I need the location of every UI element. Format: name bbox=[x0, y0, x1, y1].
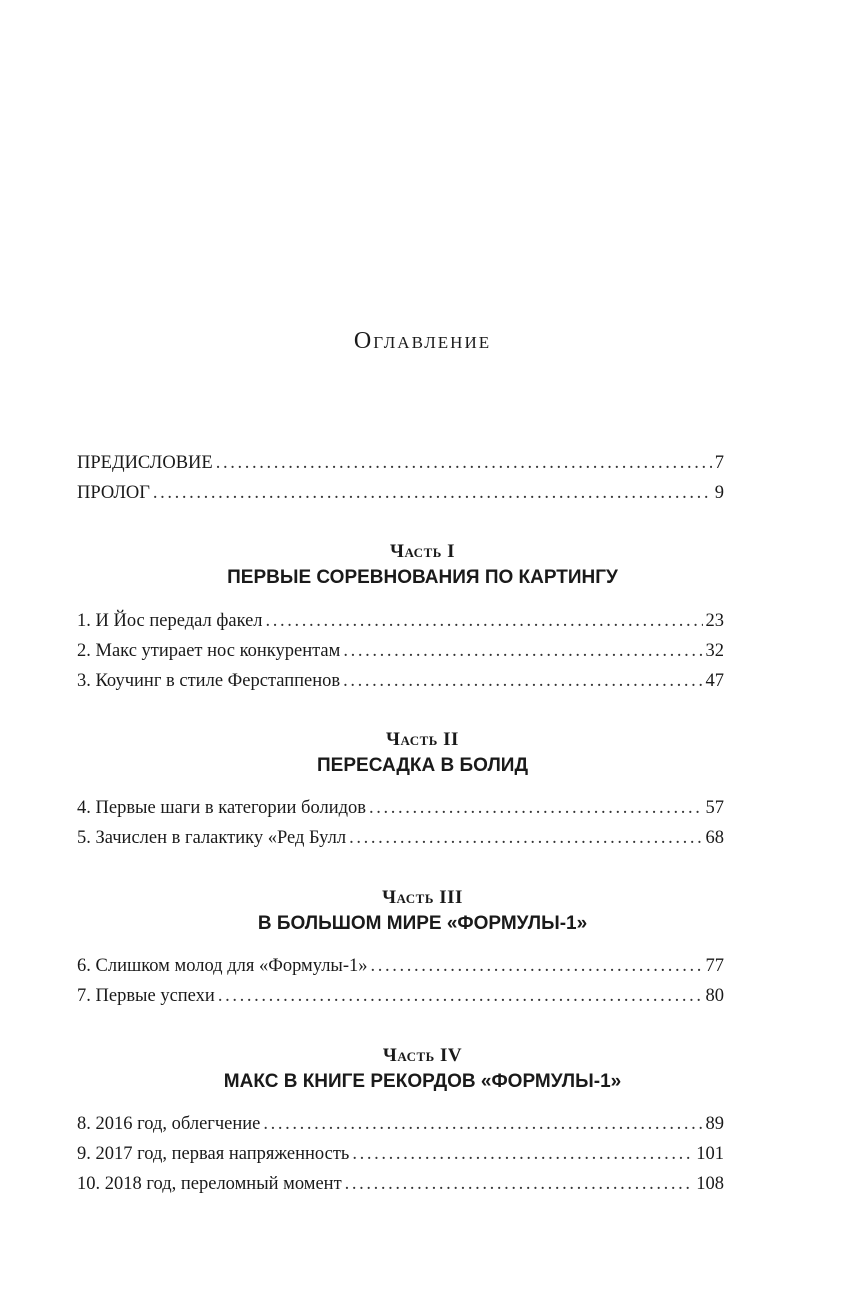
dot-leader bbox=[349, 826, 702, 850]
toc-entry-page: 9 bbox=[714, 483, 724, 503]
part-number: Часть II bbox=[386, 729, 459, 750]
toc-entry-label: 8. 2016 год, облегчение bbox=[77, 1114, 261, 1134]
part-title: В БОЛЬШОМ МИРЕ «ФОРМУЛЫ-1» bbox=[257, 913, 588, 934]
page-title: Оглавление bbox=[353, 328, 492, 354]
dot-leader bbox=[371, 954, 703, 978]
toc-entry[interactable] bbox=[77, 669, 724, 693]
toc-entry-page: 77 bbox=[705, 956, 724, 976]
part-title: ПЕРВЫЕ СОРЕВНОВАНИЯ ПО КАРТИНГУ bbox=[227, 567, 618, 588]
toc-entry-page: 108 bbox=[696, 1174, 724, 1194]
toc-entry-prologue[interactable] bbox=[77, 481, 724, 505]
part-number: Часть I bbox=[390, 541, 455, 562]
toc-entry-label: ПРЕДИСЛОВИЕ bbox=[77, 453, 213, 473]
toc-entry-page: 23 bbox=[705, 611, 724, 631]
dot-leader bbox=[345, 1172, 694, 1196]
toc-entry-page: 32 bbox=[705, 641, 724, 661]
dot-leader bbox=[343, 639, 702, 663]
toc-entry[interactable] bbox=[77, 826, 724, 850]
toc-entry-page: 101 bbox=[696, 1144, 724, 1164]
dot-leader bbox=[352, 1142, 693, 1166]
toc-entry-page: 80 bbox=[705, 986, 724, 1006]
toc-entry[interactable] bbox=[77, 954, 724, 978]
toc-entry-label: 7. Первые успехи bbox=[77, 986, 215, 1006]
toc-entry[interactable] bbox=[77, 639, 724, 663]
toc-entry-label: 1. И Йос передал факел bbox=[77, 611, 263, 631]
toc-entry[interactable] bbox=[77, 1172, 724, 1196]
toc-entry-label: 5. Зачислен в галактику «Ред Булл bbox=[77, 828, 347, 848]
toc-entry-page: 47 bbox=[705, 671, 724, 691]
toc-entry[interactable] bbox=[77, 984, 724, 1008]
toc-entry-label: 9. 2017 год, первая напряженность bbox=[77, 1144, 350, 1164]
toc-entry[interactable] bbox=[77, 609, 724, 633]
toc-entry-page: 68 bbox=[705, 828, 724, 848]
toc-entry[interactable] bbox=[77, 1142, 724, 1166]
toc-entry-label: 4. Первые шаги в категории болидов bbox=[77, 798, 366, 818]
toc-entry-preface[interactable] bbox=[77, 451, 724, 475]
dot-leader bbox=[263, 1112, 702, 1136]
dot-leader bbox=[266, 609, 703, 633]
toc-entry-label: 2. Макс утирает нос конкурентам bbox=[77, 641, 341, 661]
toc-entry-page: 89 bbox=[705, 1114, 724, 1134]
dot-leader bbox=[153, 481, 712, 505]
part-title: ПЕРЕСАДКА В БОЛИД bbox=[317, 755, 528, 776]
toc-entry[interactable] bbox=[77, 796, 724, 820]
toc-entry-label: 6. Слишком молод для «Формулы-1» bbox=[77, 956, 368, 976]
dot-leader bbox=[369, 796, 703, 820]
toc-entry-page: 57 bbox=[705, 798, 724, 818]
toc-entry-label: 10. 2018 год, переломный момент bbox=[77, 1174, 342, 1194]
toc-entry-label: 3. Коучинг в стиле Ферстаппенов bbox=[77, 671, 341, 691]
part-title: МАКС В КНИГЕ РЕКОРДОВ «ФОРМУЛЫ-1» bbox=[223, 1071, 622, 1092]
part-number: Часть IV bbox=[382, 1045, 463, 1066]
toc-entry[interactable] bbox=[77, 1112, 724, 1136]
dot-leader bbox=[216, 451, 712, 475]
toc-entry-label: ПРОЛОГ bbox=[77, 483, 150, 503]
toc-entry-page: 7 bbox=[714, 453, 724, 473]
part-number: Часть III bbox=[382, 887, 463, 908]
dot-leader bbox=[218, 984, 703, 1008]
dot-leader bbox=[343, 669, 702, 693]
